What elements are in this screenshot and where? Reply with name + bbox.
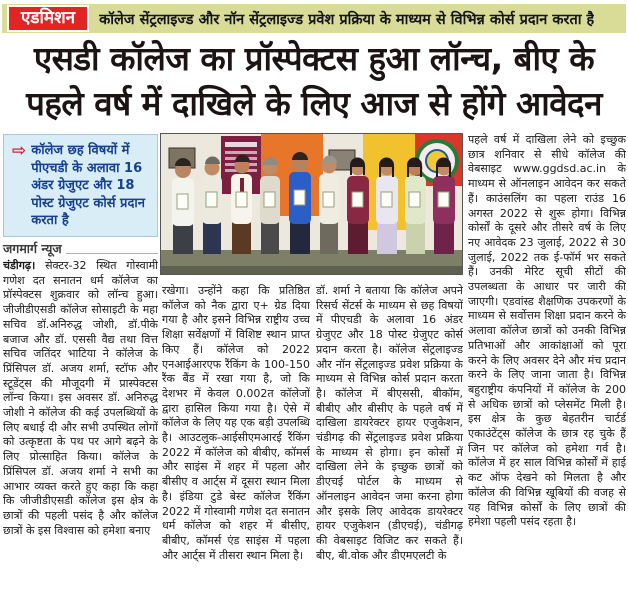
byline-rule [66, 253, 158, 254]
body-text-1: सेक्टर-32 स्थित गोस्वामी गणेश दत सनातन धर्म कॉलेज का प्रॉस्पेक्टस शुक्रवार को लॉन्च हुआ। जीजीडीएसडी कॉलेज सोसाइटी के महा सचिव डॉ.अनिरुद्ध जोशी, डॉ.पीके बजाज और डॉ. एससी वैद्य तथा वित्त सचिव जतिंदर भाटिया ने कॉलेज के प्रिंसिपल डॉ. अजय शर्मा, स्टॉफ और स्टूडेंट्स की मौजूदगी में प्रास्पेक्टस लॉन्च किया। इस अवसर डॉ. अनिरुद्ध जोशी ने कॉलेज की कई उपलब्धियों के लिए बधाई दी और सभी उपस्थित लोगों को उत्कृष्टता के पथ पर आगे बढ़ने के लिए प्रोत्साहित किया। कॉलेज के प्रिंसिपल डॉ. अजय शर्मा ने सभी का आभार व्यक्त करते हुए कहा कि कहा कि जीजीडीएसडी कॉलेज इस क्षेत्र के छात्रों की पहली पसंद है और कॉलेज छात्रों के इस विश्वास को हमेशा बनाए [3, 259, 158, 537]
body-column-4 [468, 133, 626, 591]
right-arrow-icon: ⇨ [12, 141, 27, 161]
dateline: चंडीगढ़। [3, 259, 36, 272]
byline [3, 240, 158, 257]
body-text-2: रखेगा। उन्होंने कहा कि प्रतिष्ठित कॉलेज को नैक द्वारा ए+ ग्रेड दिया गया है और इसने विभिन्न राष्ट्रीय उच्च शिक्षा सर्वेक्षणों में विशिष्ट स्थान प्राप्त किए हैं। कॉलेज को 2022 एनआईआरएफ रैंकिंग के 100-150 रैंक बैंड में रखा गया है, जो कि देशभर में केवल 0.002त कॉलेजों द्वारा हासिल किया गया है। ऐसे में कॉलेज के लिए यह एक बड़ी उपलब्धि है। आउटलुक-आईसीएमआरई रैंकिंग 2022 में कॉलेज को बीबीए, कॉमर्स और साइंस में शहर में पहला और बीसीए व आर्ट्स में दूसरा स्थान मिला है। इंडिया टुडे बेस्ट कॉलेज रैंकिंग 2022 में गोस्वामी गणेश दत सनातन धर्म कॉलेज को शहर में बीसीए, बीबीए, कॉमर्स एंड साइंस में पहला और आर्ट्स में तीसरा स्थान मिला है। [162, 284, 310, 562]
body-column-2 [162, 284, 310, 591]
body-text-3: डॉ. शर्मा ने बताया कि कॉलेज अपने रिसर्च सेंटर्स के माध्यम से छह विषयों में पीएचडी के अलावा 16 अंडर ग्रेजुएट और 18 पोस्ट ग्रेजुएट कोर्स प्रदान करता है। कॉलेज सेंट्रलाइज्ड और नॉन सेंट्रलाइज्ड प्रवेश प्रक्रिया के माध्यम से विभिन्न कोर्स प्रदान करता है। कॉलेज में बीएससी, बीकॉम, बीबीए और बीसीए के पहले वर्ष में दाखिला डायरेक्टर हायर एजुकेशन, चंडीगढ़ की सेंट्रलाइज्ड प्रवेश प्रक्रिया के माध्यम से होगा। इन कोर्सों में दाखिला लेने के इच्छुक छात्रों को डीएचई पोर्टल के माध्यम से ऑनलाइन आवेदन जमा करना होगा और इसके लिए आवेदक डायरेक्टर हायर एजुकेशन (डीएचई), चंडीगढ़ की वेबसाइट विजिट कर सकते हैं। बीए, बी.वोक और डीएमएलटी के [316, 284, 463, 562]
kicker-strip [2, 4, 626, 33]
highlight-box [3, 134, 158, 237]
kicker-label: एडमिशन [7, 5, 89, 32]
body-column-1 [3, 259, 158, 591]
body-column-3 [316, 284, 463, 591]
headline [2, 36, 626, 130]
byline-name: जगमार्ग न्यूज [3, 241, 62, 256]
kicker-text: कॉलेज सेंट्रलाइज्ड और नॉन सेंट्रलाइज्ड प्रवेश प्रक्रिया के माध्यम से विभिन्न कोर्स प्रदान करता है [99, 11, 595, 28]
photo-illustration [161, 134, 462, 274]
article-photo [160, 133, 463, 275]
body-text-4: पहले वर्ष में दाखिला लेने को इच्छुक छात्र शनिवार से सीधे कॉलेज की वेबसाइट www.ggdsd.ac.in के माध्यम से ऑनलाइन आवेदन कर सकते हैं। काउंसलिंग का पहला राउंड 16 अगस्त 2022 से शुरू होगा। विभिन्न कोर्सों के दूसरे और तीसरे वर्ष के लिए नए आवेदक 23 जुलाई, 2022 से 30 जुलाई, 2022 तक ई-फॉर्म भर सकते हैं। उनकी मेरिट सूची सीटों की उपलब्धता के आधार पर जारी की जाएगी। एडवांस्ड शैक्षणिक उपकरणों के माध्यम से सर्वोत्तम शिक्षा प्रदान करने के अलावा कॉलेज छात्रों को उनकी विभिन्न प्रतिभाओं और आकांक्षाओं को पूरा करने के लिए अवसर देने और मंच प्रदान करने के लिए जाना जाता है। विभिन्न बहुराष्ट्रीय कंपनियों में कॉलेज के 200 से अधिक छात्रों को प्लेसमेंट मिली है। इस क्षेत्र के कुछ बेहतरीन चार्टर्ड एकाउंटेंट्स कॉलेज के छात्र रह चुके हैं जिन पर कॉलेज को हमेशा गर्व है। कॉलेज में हर साल विभिन्न कोर्सों में हाई कट ऑफ देखने को मिलता है और कॉलेज की विभिन्न खूबियों की वजह से यह विभिन्न कोर्सों के लिए छात्रों की हमेशा पहली पसंद रहता है। [468, 133, 626, 529]
headline-line-2: पहले वर्ष में दाखिले के लिए आज से होंगे आवेदन [26, 84, 602, 123]
headline-line-1: एसडी कॉलेज का प्रॉस्पेक्टस हुआ लॉन्च, बीए के [33, 39, 595, 78]
highlight-text: कॉलेज छह विषयों में पीएचडी के अलावा 16 अंडर ग्रेजुएट और 18 पोस्ट ग्रेजुएट कोर्स प्रदान करता है [31, 143, 145, 228]
photo-floor-edge [161, 266, 462, 274]
